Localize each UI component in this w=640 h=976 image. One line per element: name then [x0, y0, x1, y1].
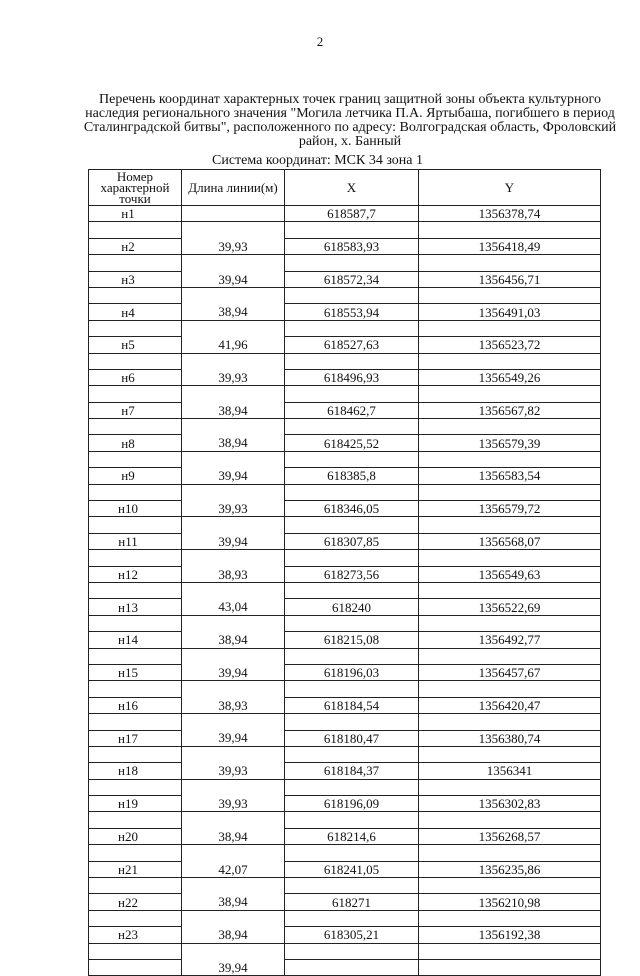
empty-cell — [285, 812, 419, 828]
empty-cell — [89, 582, 182, 598]
x-coordinate-cell: 618241,05 — [285, 861, 419, 877]
table-row — [89, 894, 601, 910]
empty-cell — [285, 222, 419, 238]
table-row — [89, 599, 601, 615]
empty-cell — [89, 451, 182, 467]
empty-cell — [89, 910, 182, 926]
empty-cell — [182, 681, 285, 697]
empty-cell — [182, 451, 285, 467]
empty-cell — [182, 714, 285, 730]
empty-cell — [89, 484, 182, 500]
empty-cell — [419, 714, 601, 730]
table-row — [89, 828, 601, 844]
empty-cell — [89, 648, 182, 664]
empty-cell — [89, 812, 182, 828]
x-coordinate-cell: 618215,08 — [285, 632, 419, 648]
line-length-cell: 41,96 — [182, 337, 285, 353]
empty-cell — [89, 943, 182, 959]
table-row — [89, 435, 601, 451]
empty-cell — [419, 287, 601, 303]
point-number-cell: н14 — [89, 632, 182, 648]
table-row — [89, 320, 601, 336]
empty-cell — [182, 648, 285, 664]
table-row — [89, 271, 601, 287]
empty-cell — [419, 943, 601, 959]
table-row — [89, 812, 601, 828]
y-coordinate-cell: 1356567,82 — [419, 402, 601, 418]
empty-cell — [285, 615, 419, 631]
empty-cell — [182, 812, 285, 828]
table-row — [89, 959, 601, 975]
empty-cell — [285, 517, 419, 533]
empty-cell — [419, 959, 601, 975]
header-line-length: Длина линии(м) — [182, 170, 285, 206]
coordinates-table — [88, 169, 601, 976]
empty-cell — [182, 550, 285, 566]
point-number-cell: н19 — [89, 796, 182, 812]
table-row — [89, 714, 601, 730]
empty-cell — [182, 779, 285, 795]
y-coordinate-cell: 1356378,74 — [419, 206, 601, 222]
empty-cell — [182, 943, 285, 959]
table-row — [89, 697, 601, 713]
point-number-cell: н2 — [89, 238, 182, 254]
x-coordinate-cell: 618462,7 — [285, 402, 419, 418]
coordinate-system-label: Система координат: МСК 34 зона 1 — [212, 153, 424, 168]
table-row — [89, 206, 601, 222]
point-number-cell: н4 — [89, 304, 182, 320]
coordinates-table-body — [89, 206, 601, 976]
x-coordinate-cell: 618496,93 — [285, 369, 419, 385]
table-row — [89, 681, 601, 697]
empty-cell — [285, 287, 419, 303]
empty-cell — [285, 878, 419, 894]
empty-cell — [182, 255, 285, 271]
x-coordinate-cell: 618553,94 — [285, 304, 419, 320]
table-row — [89, 369, 601, 385]
table-row — [89, 927, 601, 943]
table-row — [89, 878, 601, 894]
empty-cell — [419, 484, 601, 500]
empty-cell — [419, 451, 601, 467]
line-length-cell: 42,07 — [182, 861, 285, 877]
y-coordinate-cell: 1356302,83 — [419, 796, 601, 812]
empty-cell — [182, 878, 285, 894]
table-header-row — [89, 170, 601, 206]
point-number-cell: н5 — [89, 337, 182, 353]
empty-cell — [419, 648, 601, 664]
empty-cell — [182, 320, 285, 336]
empty-cell — [285, 943, 419, 959]
y-coordinate-cell: 1356210,98 — [419, 894, 601, 910]
table-row — [89, 943, 601, 959]
empty-cell — [182, 222, 285, 238]
table-row — [89, 796, 601, 812]
point-number-cell: н17 — [89, 730, 182, 746]
y-coordinate-cell: 1356418,49 — [419, 238, 601, 254]
table-row — [89, 746, 601, 762]
table-row — [89, 484, 601, 500]
empty-cell — [89, 320, 182, 336]
line-length-spacer — [182, 206, 285, 222]
empty-cell — [285, 353, 419, 369]
line-length-cell: 39,93 — [182, 369, 285, 385]
table-row — [89, 402, 601, 418]
empty-cell — [182, 615, 285, 631]
empty-cell — [89, 959, 182, 975]
empty-cell — [182, 517, 285, 533]
empty-cell — [419, 878, 601, 894]
point-number-cell: н20 — [89, 828, 182, 844]
empty-cell — [285, 779, 419, 795]
y-coordinate-cell: 1356491,03 — [419, 304, 601, 320]
x-coordinate-cell: 618196,09 — [285, 796, 419, 812]
empty-cell — [89, 287, 182, 303]
y-coordinate-cell: 1356457,67 — [419, 664, 601, 680]
line-length-cell: 39,93 — [182, 501, 285, 517]
empty-cell — [89, 746, 182, 762]
y-coordinate-cell: 1356380,74 — [419, 730, 601, 746]
empty-cell — [419, 582, 601, 598]
x-coordinate-cell: 618572,34 — [285, 271, 419, 287]
y-coordinate-cell: 1356583,54 — [419, 468, 601, 484]
empty-cell — [182, 353, 285, 369]
empty-cell — [182, 386, 285, 402]
x-coordinate-cell: 618583,93 — [285, 238, 419, 254]
empty-cell — [89, 386, 182, 402]
table-row — [89, 468, 601, 484]
empty-cell — [182, 287, 285, 303]
table-row — [89, 238, 601, 254]
table-row — [89, 664, 601, 680]
empty-cell — [419, 681, 601, 697]
point-number-cell: н22 — [89, 894, 182, 910]
empty-cell — [182, 419, 285, 435]
table-row — [89, 517, 601, 533]
table-row — [89, 533, 601, 549]
y-coordinate-cell: 1356268,57 — [419, 828, 601, 844]
line-length-cell: 38,94 — [182, 304, 285, 320]
empty-cell — [419, 386, 601, 402]
header-x: X — [285, 170, 419, 206]
empty-cell — [89, 779, 182, 795]
empty-cell — [182, 746, 285, 762]
empty-cell — [89, 419, 182, 435]
empty-cell — [182, 484, 285, 500]
empty-cell — [285, 582, 419, 598]
point-number-cell: н15 — [89, 664, 182, 680]
empty-cell — [89, 517, 182, 533]
x-coordinate-cell: 618271 — [285, 894, 419, 910]
line-length-cell: 39,94 — [182, 959, 285, 975]
point-number-cell: н6 — [89, 369, 182, 385]
x-coordinate-cell: 618184,54 — [285, 697, 419, 713]
empty-cell — [182, 582, 285, 598]
x-coordinate-cell: 618273,56 — [285, 566, 419, 582]
empty-cell — [285, 845, 419, 861]
empty-cell — [285, 550, 419, 566]
line-length-cell: 38,93 — [182, 697, 285, 713]
document-title: Перечень координат характерных точек границ защитной зоны объекта культурного наследия регионального значения "Могила летчика П.А. Яртыбаша, погибшего в период Сталинградской битвы", расположенного по адресу: Волгоградская область, Фроловский район, х. Банный — [83, 92, 617, 150]
empty-cell — [285, 910, 419, 926]
x-coordinate-cell: 618184,37 — [285, 763, 419, 779]
empty-cell — [285, 451, 419, 467]
y-coordinate-cell: 1356492,77 — [419, 632, 601, 648]
empty-cell — [285, 681, 419, 697]
empty-cell — [419, 746, 601, 762]
empty-cell — [419, 550, 601, 566]
x-coordinate-cell: 618425,52 — [285, 435, 419, 451]
x-coordinate-cell: 618346,05 — [285, 501, 419, 517]
table-row — [89, 845, 601, 861]
empty-cell — [285, 419, 419, 435]
empty-cell — [419, 255, 601, 271]
table-row — [89, 419, 601, 435]
line-length-cell: 38,94 — [182, 632, 285, 648]
table-row — [89, 550, 601, 566]
table-row — [89, 386, 601, 402]
table-row — [89, 763, 601, 779]
table-row — [89, 255, 601, 271]
empty-cell — [419, 320, 601, 336]
x-coordinate-cell: 618180,47 — [285, 730, 419, 746]
point-number-cell: н1 — [89, 206, 182, 222]
empty-cell — [285, 320, 419, 336]
empty-cell — [285, 746, 419, 762]
empty-cell — [285, 484, 419, 500]
line-length-cell: 38,94 — [182, 894, 285, 910]
y-coordinate-cell: 1356549,26 — [419, 369, 601, 385]
table-row — [89, 337, 601, 353]
header-y: Y — [419, 170, 601, 206]
empty-cell — [285, 714, 419, 730]
empty-cell — [285, 386, 419, 402]
y-coordinate-cell: 1356192,38 — [419, 927, 601, 943]
empty-cell — [89, 878, 182, 894]
point-number-cell: н11 — [89, 533, 182, 549]
table-row — [89, 222, 601, 238]
empty-cell — [89, 222, 182, 238]
empty-cell — [182, 845, 285, 861]
point-number-cell: н18 — [89, 763, 182, 779]
x-coordinate-cell: 618196,03 — [285, 664, 419, 680]
y-coordinate-cell: 1356522,69 — [419, 599, 601, 615]
table-row — [89, 566, 601, 582]
line-length-cell: 38,94 — [182, 828, 285, 844]
y-coordinate-cell: 1356579,39 — [419, 435, 601, 451]
line-length-cell: 39,93 — [182, 763, 285, 779]
line-length-cell: 39,93 — [182, 238, 285, 254]
point-number-cell: н23 — [89, 927, 182, 943]
empty-cell — [419, 353, 601, 369]
y-coordinate-cell: 1356568,07 — [419, 533, 601, 549]
point-number-cell: н13 — [89, 599, 182, 615]
empty-cell — [182, 910, 285, 926]
empty-cell — [89, 255, 182, 271]
y-coordinate-cell: 1356549,63 — [419, 566, 601, 582]
table-row — [89, 779, 601, 795]
table-row — [89, 287, 601, 303]
empty-cell — [89, 615, 182, 631]
y-coordinate-cell: 1356579,72 — [419, 501, 601, 517]
point-number-cell: н16 — [89, 697, 182, 713]
y-coordinate-cell: 1356235,86 — [419, 861, 601, 877]
empty-cell — [89, 845, 182, 861]
table-row — [89, 861, 601, 877]
empty-cell — [285, 959, 419, 975]
line-length-cell: 38,93 — [182, 566, 285, 582]
empty-cell — [419, 419, 601, 435]
empty-cell — [419, 222, 601, 238]
line-length-cell: 39,94 — [182, 730, 285, 746]
point-number-cell: н21 — [89, 861, 182, 877]
point-number-cell: н12 — [89, 566, 182, 582]
empty-cell — [419, 779, 601, 795]
line-length-cell: 43,04 — [182, 599, 285, 615]
header-point-number: Номер характерной точки — [89, 170, 182, 206]
line-length-cell: 39,94 — [182, 271, 285, 287]
line-length-cell: 38,94 — [182, 402, 285, 418]
line-length-cell: 39,94 — [182, 468, 285, 484]
line-length-cell: 39,94 — [182, 533, 285, 549]
x-coordinate-cell: 618527,63 — [285, 337, 419, 353]
table-row — [89, 501, 601, 517]
point-number-cell: н3 — [89, 271, 182, 287]
y-coordinate-cell: 1356341 — [419, 763, 601, 779]
point-number-cell: н7 — [89, 402, 182, 418]
empty-cell — [419, 517, 601, 533]
y-coordinate-cell: 1356523,72 — [419, 337, 601, 353]
empty-cell — [89, 550, 182, 566]
x-coordinate-cell: 618587,7 — [285, 206, 419, 222]
table-row — [89, 648, 601, 664]
table-row — [89, 304, 601, 320]
empty-cell — [285, 255, 419, 271]
line-length-cell: 39,94 — [182, 664, 285, 680]
point-number-cell: н9 — [89, 468, 182, 484]
line-length-cell: 39,93 — [182, 796, 285, 812]
table-row — [89, 730, 601, 746]
table-row — [89, 353, 601, 369]
empty-cell — [419, 910, 601, 926]
empty-cell — [89, 681, 182, 697]
line-length-cell: 38,94 — [182, 435, 285, 451]
point-number-cell: н8 — [89, 435, 182, 451]
empty-cell — [419, 812, 601, 828]
table-row — [89, 632, 601, 648]
x-coordinate-cell: 618307,85 — [285, 533, 419, 549]
empty-cell — [419, 615, 601, 631]
x-coordinate-cell: 618240 — [285, 599, 419, 615]
empty-cell — [419, 845, 601, 861]
empty-cell — [89, 714, 182, 730]
y-coordinate-cell: 1356420,47 — [419, 697, 601, 713]
table-row — [89, 451, 601, 467]
x-coordinate-cell: 618214,6 — [285, 828, 419, 844]
table-row — [89, 910, 601, 926]
y-coordinate-cell: 1356456,71 — [419, 271, 601, 287]
table-row — [89, 615, 601, 631]
x-coordinate-cell: 618305,21 — [285, 927, 419, 943]
line-length-cell: 38,94 — [182, 927, 285, 943]
point-number-cell: н10 — [89, 501, 182, 517]
page-number: 2 — [316, 34, 324, 49]
empty-cell — [89, 353, 182, 369]
empty-cell — [285, 648, 419, 664]
x-coordinate-cell: 618385,8 — [285, 468, 419, 484]
table-row — [89, 582, 601, 598]
